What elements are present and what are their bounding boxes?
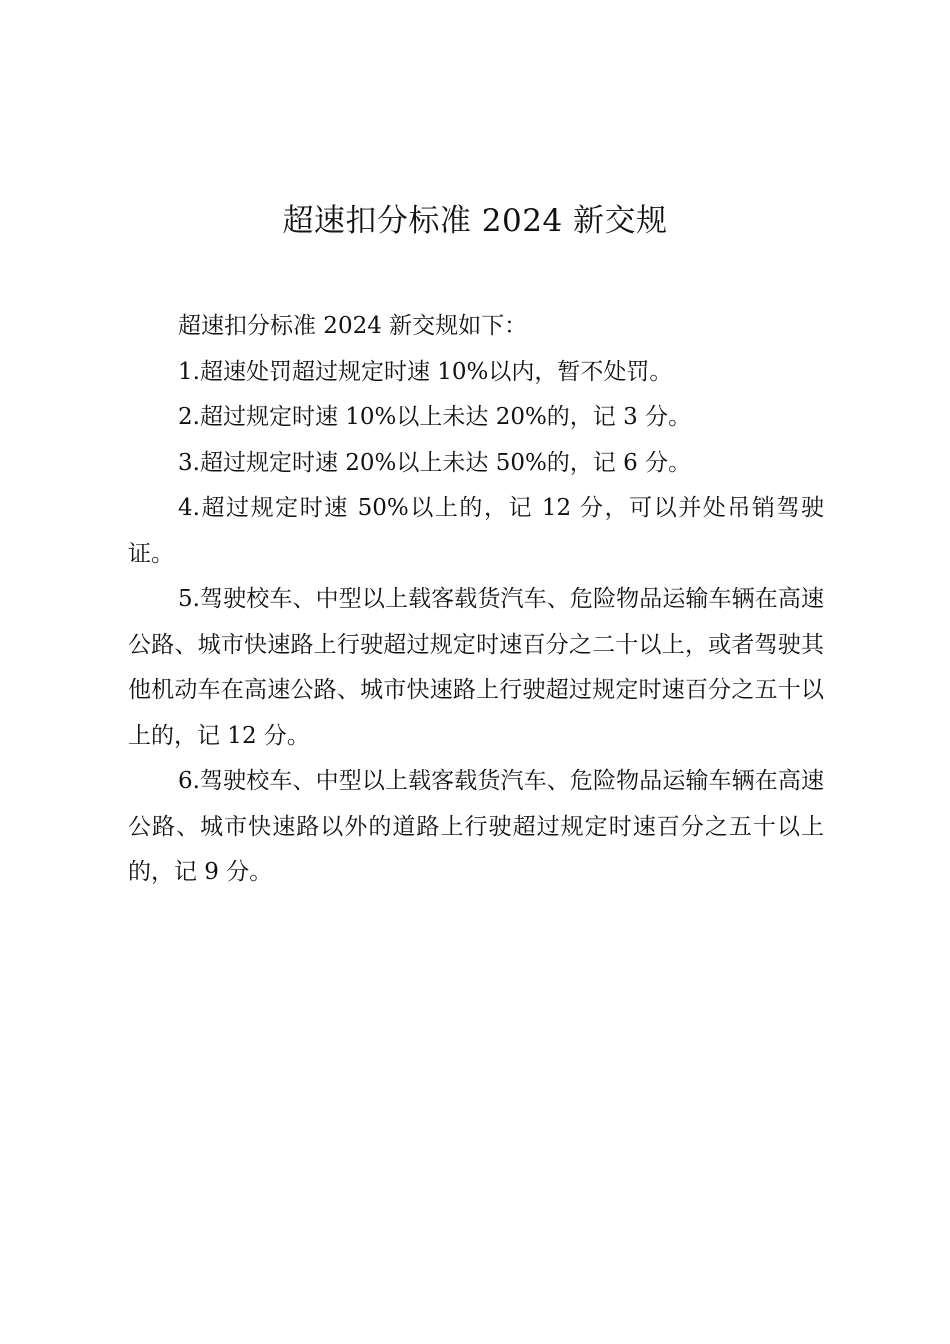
paragraph-intro: 超速扣分标准 2024 新交规如下： (178, 313, 528, 339)
paragraph-rule-5: 5.驾驶校车、中型以上载客载货汽车、危险物品运输车辆在高速公路、城市快速路上行驶超过规定时速百分之二十以上，或者驾驶其他机动车在高速公路、城市快速路上行驶超过规定时速百分之五十以上的，记 12 分。 (128, 586, 824, 749)
paragraph-rule-4: 4.超过规定时速 50%以上的，记 12 分，可以并处吊销驾驶证。 (128, 495, 824, 567)
paragraph-rule-2: 2.超过规定时速 10%以上未达 20%的，记 3 分。 (178, 404, 692, 430)
document-title: 超速扣分标准 2024 新交规 (282, 203, 668, 239)
paragraph-rule-1: 1.超速处罚超过规定时速 10%以内，暂不处罚。 (178, 358, 673, 385)
document-body (128, 304, 824, 896)
paragraph-rule-6: 6.驾驶校车、中型以上载客载货汽车、危险物品运输车辆在高速公路、城市快速路以外的道路上行驶超过规定时速百分之五十以上的，记 9 分。 (128, 768, 824, 885)
paragraph-rule-3: 3.超过规定时速 20%以上未达 50%的，记 6 分。 (178, 449, 692, 476)
